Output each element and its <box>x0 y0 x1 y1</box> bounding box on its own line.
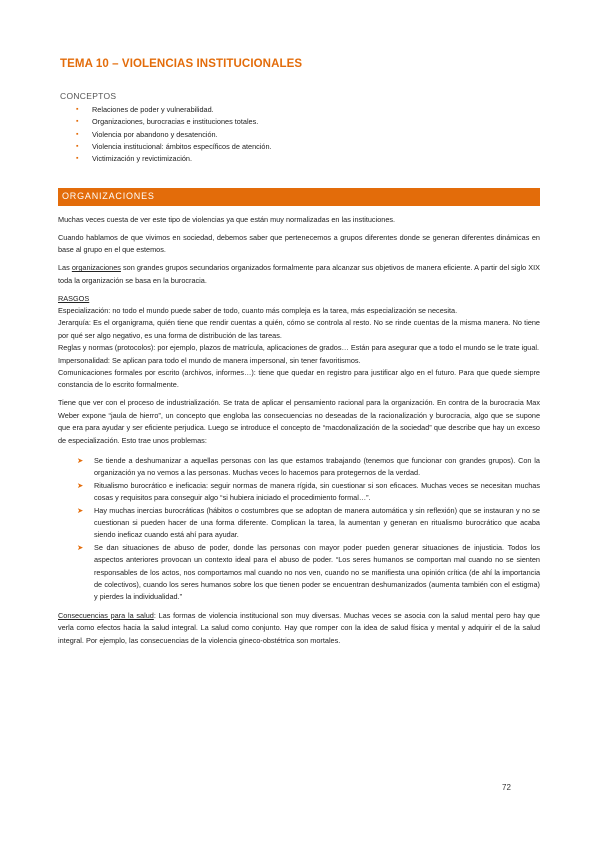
rasgo-item: Reglas y normas (protocolos): por ejemplo, plazos de matrícula, aplicaciones de grados… Están para asegurar que a todo el mundo se le trate igual. <box>58 343 540 353</box>
bullet-icon: ▪ <box>76 155 79 163</box>
problems-list <box>58 455 540 604</box>
arrow-icon: ➤ <box>77 480 84 490</box>
bullet-icon: ▪ <box>76 106 79 113</box>
arrow-icon: ➤ <box>77 542 84 552</box>
list-item: ▪ Violencia institucional: ámbitos específicos de atención. <box>76 141 272 153</box>
arrow-icon: ➤ <box>77 505 84 515</box>
paragraph: Cuando hablamos de que vivimos en sociedad, debemos saber que pertenecemos a grupos diferentes donde se generan diferentes dinámicas en base al grupo en el que estemos. <box>58 232 540 255</box>
rasgo-item: Jerarquía: Es el organigrama, quién tiene que rendir cuentas a quién, cómo se controla al resto. No se rinde cuentas de la misma manera. No tiene por qué ser algo negativo, es una forma de distribución de las tareas. <box>58 318 540 340</box>
rasgo-item: Impersonalidad: Se aplican para todo el mundo de manera impersonal, sin tener favoritismos. <box>58 355 361 365</box>
rasgo-item: Especialización: no todo el mundo puede saber de todo, cuanto más compleja es la tarea, más especialización se necesita. <box>58 305 458 315</box>
concepts-heading: CONCEPTOS <box>60 91 117 101</box>
bullet-icon: ▪ <box>76 130 79 138</box>
page-number: 72 <box>502 783 511 792</box>
paragraph: Tiene que ver con el proceso de industrialización. Se trata de aplicar el pensamiento racional para la organización. En contra de la burocracia Max Weber expone “jaula de hierro”, un concepto que engloba las consecuencias no deseadas de la racionalización y burocracia, algo que se supone que era para ayudar y ser eficiente perjudica. Luego se introduce el concepto de “macdonalización de la sociedad” que describe que hay un exceso de especialización. Esto trae unos problemas: <box>58 398 540 445</box>
section-title: ORGANIZACIONES <box>62 191 155 201</box>
rasgos-heading: RASGOS <box>58 293 90 303</box>
arrow-icon: ➤ <box>77 455 84 465</box>
paragraph: Muchas veces cuesta de ver este tipo de violencias ya que están muy normalizadas en las instituciones. <box>58 215 396 224</box>
term-organizaciones: organizaciones <box>71 263 121 273</box>
list-item: ➤ Se dan situaciones de abuso de poder, donde las personas con mayor poder pueden generar situaciones de injusticia. Todos los aspectos anteriores provocan un contexto ideal para el abuso de poder. “Los seres humanos se comportan mal cuando no se sienten responsables de los actos, nos comportamos mal cuando no nos ven, cuando no se manifiesta una opinión crítica (de ahí la importancia de colectivos), cuando los seres humanos sobre los que tienen poder se encuentran deshumanizados (aumenta también con el estigma) y pierdes la individualidad.” <box>77 542 540 602</box>
rasgo-item: Comunicaciones formales por escrito (archivos, informes…): tiene que quedar en registro para justificar algo en el futuro. Para que quede siempre constancia de lo escrito formalmente. <box>58 367 540 390</box>
page-title: TEMA 10 – VIOLENCIAS INSTITUCIONALES <box>60 58 303 70</box>
list-item: ➤ Hay muchas inercias burocráticas (hábitos o costumbres que se adoptan de manera automática y sin reflexión) que se instauran y no se cuestionan si pueden hacer de una forma diferente. Complican la tarea, la aumentan y generan en ritualismo burocrático que acaba siendo ineficaz cuando está ahí para ayudar. <box>77 505 540 540</box>
list-item: ▪ Violencia por abandono y desatención. <box>76 129 272 141</box>
concepts-list <box>76 104 272 165</box>
term-consecuencias: Consecuencias para la salud <box>58 610 154 620</box>
bullet-icon: ▪ <box>76 118 79 126</box>
bullet-icon: ▪ <box>76 142 79 150</box>
list-item: ➤ Ritualismo burocrático e ineficacia: seguir normas de manera rígida, sin cuestionar si son eficaces. Muchas veces se necesitan muchas cosas y requisitos para conseguir algo “si hubiera iniciado el procedimiento formal…”. <box>77 480 540 503</box>
list-item: ▪ Victimización y revictimización. <box>76 153 272 165</box>
paragraph: Consecuencias para la salud: Las formas de violencia institucional son muy diversas. Muchas veces se asocia con la salud mental pero hay que verla como efectos hacia la salud integral. La salud como conjunto. Hay que romper con la idea de salud física y mental y adquirir el de la salud integral. Por ejemplo, las consecuencias de la violencia gineco-obstétrica son mortales. <box>58 610 540 645</box>
body-text <box>58 214 540 653</box>
list-item: ➤ Se tiende a deshumanizar a aquellas personas con las que estamos trabajando (tenemos que funcionar con grandes grupos). Con la organización ya no vemos a las personas. Muchas veces lo hacemos para protegernos de la verdad. <box>77 455 540 478</box>
list-item: ▪ Relaciones de poder y vulnerabilidad. <box>76 104 272 116</box>
list-item: ▪ Organizaciones, burocracias e instituciones totales. <box>76 116 272 128</box>
section-header <box>58 188 540 206</box>
paragraph: Las organizaciones son grandes grupos secundarios organizados formalmente para alcanzar sus objetivos de manera eficiente. A partir del siglo XIX toda la organización se basa en la burocracia. <box>58 263 540 285</box>
